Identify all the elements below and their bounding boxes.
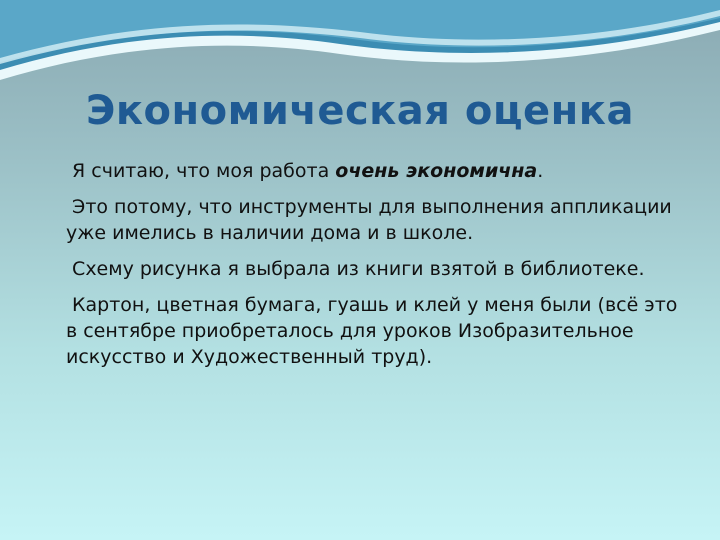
paragraph-1 — [66, 158, 686, 184]
paragraph-4-text: Картон, цветная бумага, гуашь и клей у меня были (всё это в сентябре приобреталось для уроков Изобразительное искусство и Художественный труд). — [66, 294, 678, 368]
paragraph-3-text: Схему рисунка я выбрала из книги взятой в библиотеке. — [72, 258, 645, 280]
paragraph-1-trail: . — [537, 160, 544, 182]
paragraph-2-text: Это потому, что инструменты для выполнения аппликации уже имелись в наличии дома и в школе. — [66, 196, 672, 244]
paragraph-4 — [66, 292, 686, 370]
slide-title: Экономическая оценка — [86, 88, 634, 134]
paragraph-3 — [66, 256, 686, 282]
paragraph-1-lead: Я считаю, что моя работа — [72, 160, 336, 182]
slide-body — [66, 158, 686, 380]
paragraph-1-emphasis: очень экономична — [335, 160, 538, 182]
decorative-waves — [0, 0, 720, 90]
paragraph-2 — [66, 194, 686, 246]
